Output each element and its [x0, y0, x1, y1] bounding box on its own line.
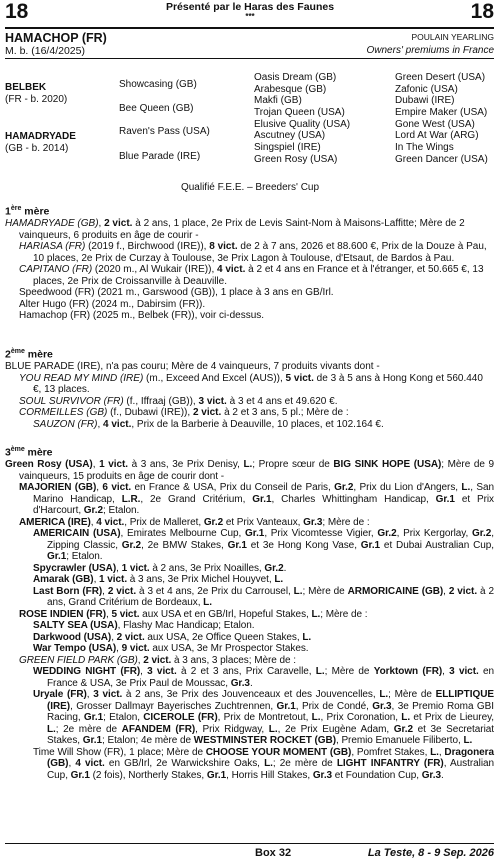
gen4-4: Gone West (USA)	[395, 118, 475, 130]
dam-record: Green Rosy (USA), 1 vict. à 3 ans, 3e Prix Denisy, L.; Propre sœur de BIG SINK HOPE (USA); Mère de 9 vainqueurs, 15 produits en âge de courir dont -	[5, 459, 495, 482]
horse-birth: M. b. (16/4/2025)	[5, 45, 85, 57]
dam-name: HAMADRYADE	[5, 131, 76, 142]
produce-item: Alter Hugo (FR) (2024 m., Dabirsim (FR)).	[19, 298, 206, 310]
produce-item: AMERICA (IRE), 4 vict., Prix de Malleret, Gr.2 et Prix Vanteaux, Gr.3; Mère de :	[19, 516, 370, 528]
gen3-5: Ascutney (USA)	[254, 130, 326, 142]
footer	[0, 847, 500, 861]
produce-item: YOU READ MY MIND (IRE) (m., Exceed And Excel (AUS)), 5 vict. de 3 à 5 ans à Hong Kong et 560.440 €, 13 places.	[19, 372, 483, 395]
produce-item: CORMEILLES (GB) (f., Dubawi (IRE)), 2 vict. à 2 et 3 ans, 5 pl.; Mère de :	[19, 407, 349, 418]
consignor-text: Présenté par le Haras des Faunes	[165, 1, 335, 13]
dam-info: (GB - b. 2014)	[5, 142, 69, 154]
gen4-6: In The Wings	[395, 141, 454, 153]
pedigree-gen4	[395, 72, 488, 165]
gen3-0: Oasis Dream (GB)	[254, 72, 337, 83]
gen4-0: Green Desert (USA)	[395, 72, 486, 83]
gen3-4: Elusive Quality (USA)	[254, 118, 351, 130]
produce-item: ROSE INDIEN (FR), 5 vict. aux USA et en GB/Irl, Hopeful Stakes, L.; Mère de :	[19, 608, 368, 620]
produce-item: Hamachop (FR) (2025 m., Belbek (FR)), voir ci-dessus.	[19, 310, 265, 321]
owners-premiums: Owners' premiums in France	[366, 45, 494, 56]
pedigree-sire	[5, 82, 67, 106]
gen3-2: Makfi (GB)	[254, 95, 302, 107]
produce-item: SAUZON (FR), 4 vict., Prix de la Barberie à Deauville, 10 places, et 102.164 €.	[33, 418, 384, 430]
gen4-7: Green Dancer (USA)	[395, 153, 488, 165]
section-first-dam	[5, 203, 494, 322]
gen2-3: Blue Parade (IRE)	[119, 151, 201, 162]
produce-item: WEDDING NIGHT (FR), 3 vict. à 2 et 3 ans, Prix Caravelle, L.; Mère de Yorktown (FR), 3 vict. en France & USA, 3e Prix Paul de Moussac, Gr.3.	[33, 666, 494, 689]
consignor-title	[0, 1, 500, 21]
lot-number-right: 18	[470, 0, 494, 23]
produce-item: SALTY SEA (USA), Flashy Mac Handicap; Etalon.	[33, 620, 255, 631]
produce-item: GREEN FIELD PARK (GB), 2 vict. à 3 ans, 3 places; Mère de :	[19, 654, 296, 666]
sire-info: (FR - b. 2020)	[5, 93, 68, 105]
gen3-3: Trojan Queen (USA)	[254, 106, 345, 118]
produce-item: AMERICAIN (USA), Emirates Melbourne Cup, Gr.1, Prix Vicomtesse Vigier, Gr.2, Prix Kergorlay, Gr.2, Zipping Classic, Gr.2, 2e BMW Stakes, Gr.1 et 3e Hong Kong Vase, Gr.1 et Dubai Australian Cup, Gr.1; Etalon.	[33, 528, 495, 562]
footer-divider	[5, 843, 494, 844]
section-title: 1ère mère	[5, 205, 50, 218]
gen2-1: Bee Queen (GB)	[119, 103, 194, 114]
gen3-7: Green Rosy (USA)	[254, 153, 338, 165]
qualification: Qualifié F.E.E. – Breeders' Cup	[180, 182, 320, 193]
produce-item: Uryale (FR), 3 vict. à 2 ans, 3e Prix des Jouvenceaux et des Jouvencelles, L.; Mère de ELLIPTIQUE (IRE), Grosser Dallmayr Bayerisches Zuchtrennen, Gr.1, Prix de Condé, Gr.3, 3e Premio Roma GBI Racing, Gr.1; Etalon, CICEROLE (FR), Prix de Montretout, L., Prix Coronation, L. et Prix de Lieurey, L.; 2e mère de AFANDEM (FR), Prix Ridgway, L., 2e Prix Eugène Adam, Gr.2 et 3e Secretariat Stakes, Gr.1; Etalon; 4e mère de WESTMINSTER ROCKET (GB), Premio Emanuele Filiberto, L.	[33, 689, 495, 746]
section-third-dam	[5, 444, 494, 781]
sire-name: BELBEK	[5, 82, 47, 93]
section-title: 3ème mère	[5, 446, 53, 459]
produce-item: HARIASA (FR) (2019 f., Birchwood (IRE)), 8 vict. de 2 à 7 ans, 2026 et 88.600 €, Prix de la Douze à Pau, 10 places, 2e Prix de Curzay à Toulouse, 3e Prix Lagon à Toulouse, d'Etsaut, de Bardos à Pau.	[19, 241, 487, 264]
gen4-2: Dubawi (IRE)	[395, 95, 455, 107]
horse-identity	[5, 27, 494, 59]
produce-item: Last Born (FR), 2 vict. à 3 et 4 ans, 2e Prix du Carrousel, L.; Mère de ARMORICAINE (GB), 2 vict. à 2 ans, Grand Critérium de Bordeaux, L.	[33, 585, 494, 608]
produce-item: MAJORIEN (GB), 6 vict. en France & USA, Prix du Conseil de Paris, Gr.2, Prix du Lion d'Angers, L., San Marino Handicap, L.R., 2e Grand Critérium, Gr.1, Charles Whittingham Handicap, Gr.1 et Prix d'Harcourt, Gr.2; Etalon.	[19, 482, 495, 516]
divider	[5, 58, 494, 59]
section-second-dam	[5, 346, 494, 430]
pedigree-gen3	[254, 72, 350, 165]
produce-item: Speedwood (FR) (2021 m., Garswood (GB)), 1 place à 3 ans en GB/Irl.	[19, 287, 334, 298]
dam-record: HAMADRYADE (GB), 2 vict. à 2 ans, 1 place, 2e Prix de Levis Saint-Nom à Maisons-Laffitte; Mère de 2 vainqueurs, 6 produits en âge de courir -	[5, 218, 465, 241]
gen4-1: Zafonic (USA)	[395, 83, 458, 95]
gen2-0: Showcasing (GB)	[119, 79, 197, 90]
section-title: 2ème mère	[5, 348, 53, 361]
gen3-6: Singspiel (IRE)	[254, 141, 321, 153]
produce-item: Spycrawler (USA), 1 vict. à 2 ans, 3e Prix Noailles, Gr.2.	[33, 562, 287, 574]
sale-place-date: La Teste, 8 - 9 Sep. 2026	[367, 847, 494, 859]
gen4-5: Lord At War (ARG)	[395, 130, 479, 142]
lot-number-left: 18	[5, 0, 29, 23]
pedigree-dam	[5, 131, 76, 155]
gen3-1: Arabesque (GB)	[254, 83, 327, 95]
produce-item: Time Will Show (FR), 1 place; Mère de CHOOSE YOUR MOMENT (GB), Pomfret Stakes, L., Dragonera (GB), 4 vict. en GB/Irl, 2e Warwickshire Oaks, L.; 2e mère de LIGHT INFANTRY (FR), Australian Cup, Gr.1 (2 fois), Northerly Stakes, Gr.1, Horris Hill Stakes, Gr.3 et Foundation Cup, Gr.3.	[33, 746, 495, 781]
produce-item: CAPITANO (FR) (2020 m., Al Wukair (IRE)), 4 vict. à 2 et 4 ans en France et à l'étranger, et 50.665 €, 13 places, 2e Prix de Croissanville à Deauville.	[19, 264, 484, 287]
produce-item: War Tempo (USA), 9 vict. aux USA, 3e Mr Prospector Stakes.	[33, 643, 309, 654]
horse-category: POULAIN YEARLING	[411, 32, 494, 42]
produce-item: Darkwood (USA), 2 vict. aux USA, 2e Office Queen Stakes, L.	[33, 631, 312, 643]
gen2-2: Raven's Pass (USA)	[119, 126, 210, 137]
produce-item: SOUL SURVIVOR (FR) (f., Iffraaj (GB)), 3 vict. à 3 et 4 ans et 49.620 €.	[19, 395, 338, 407]
box-number: Box 32	[255, 847, 292, 859]
consignor-stars: ***	[245, 12, 255, 21]
horse-name: HAMACHOP (FR)	[5, 31, 107, 45]
dam-record: BLUE PARADE (IRE), n'a pas couru; Mère de 4 vainqueurs, 7 produits vivants dont -	[5, 361, 380, 372]
produce-item: Amarak (GB), 1 vict. à 3 ans, 3e Prix Michel Houyvet, L.	[33, 574, 284, 585]
gen4-3: Empire Maker (USA)	[395, 106, 488, 118]
